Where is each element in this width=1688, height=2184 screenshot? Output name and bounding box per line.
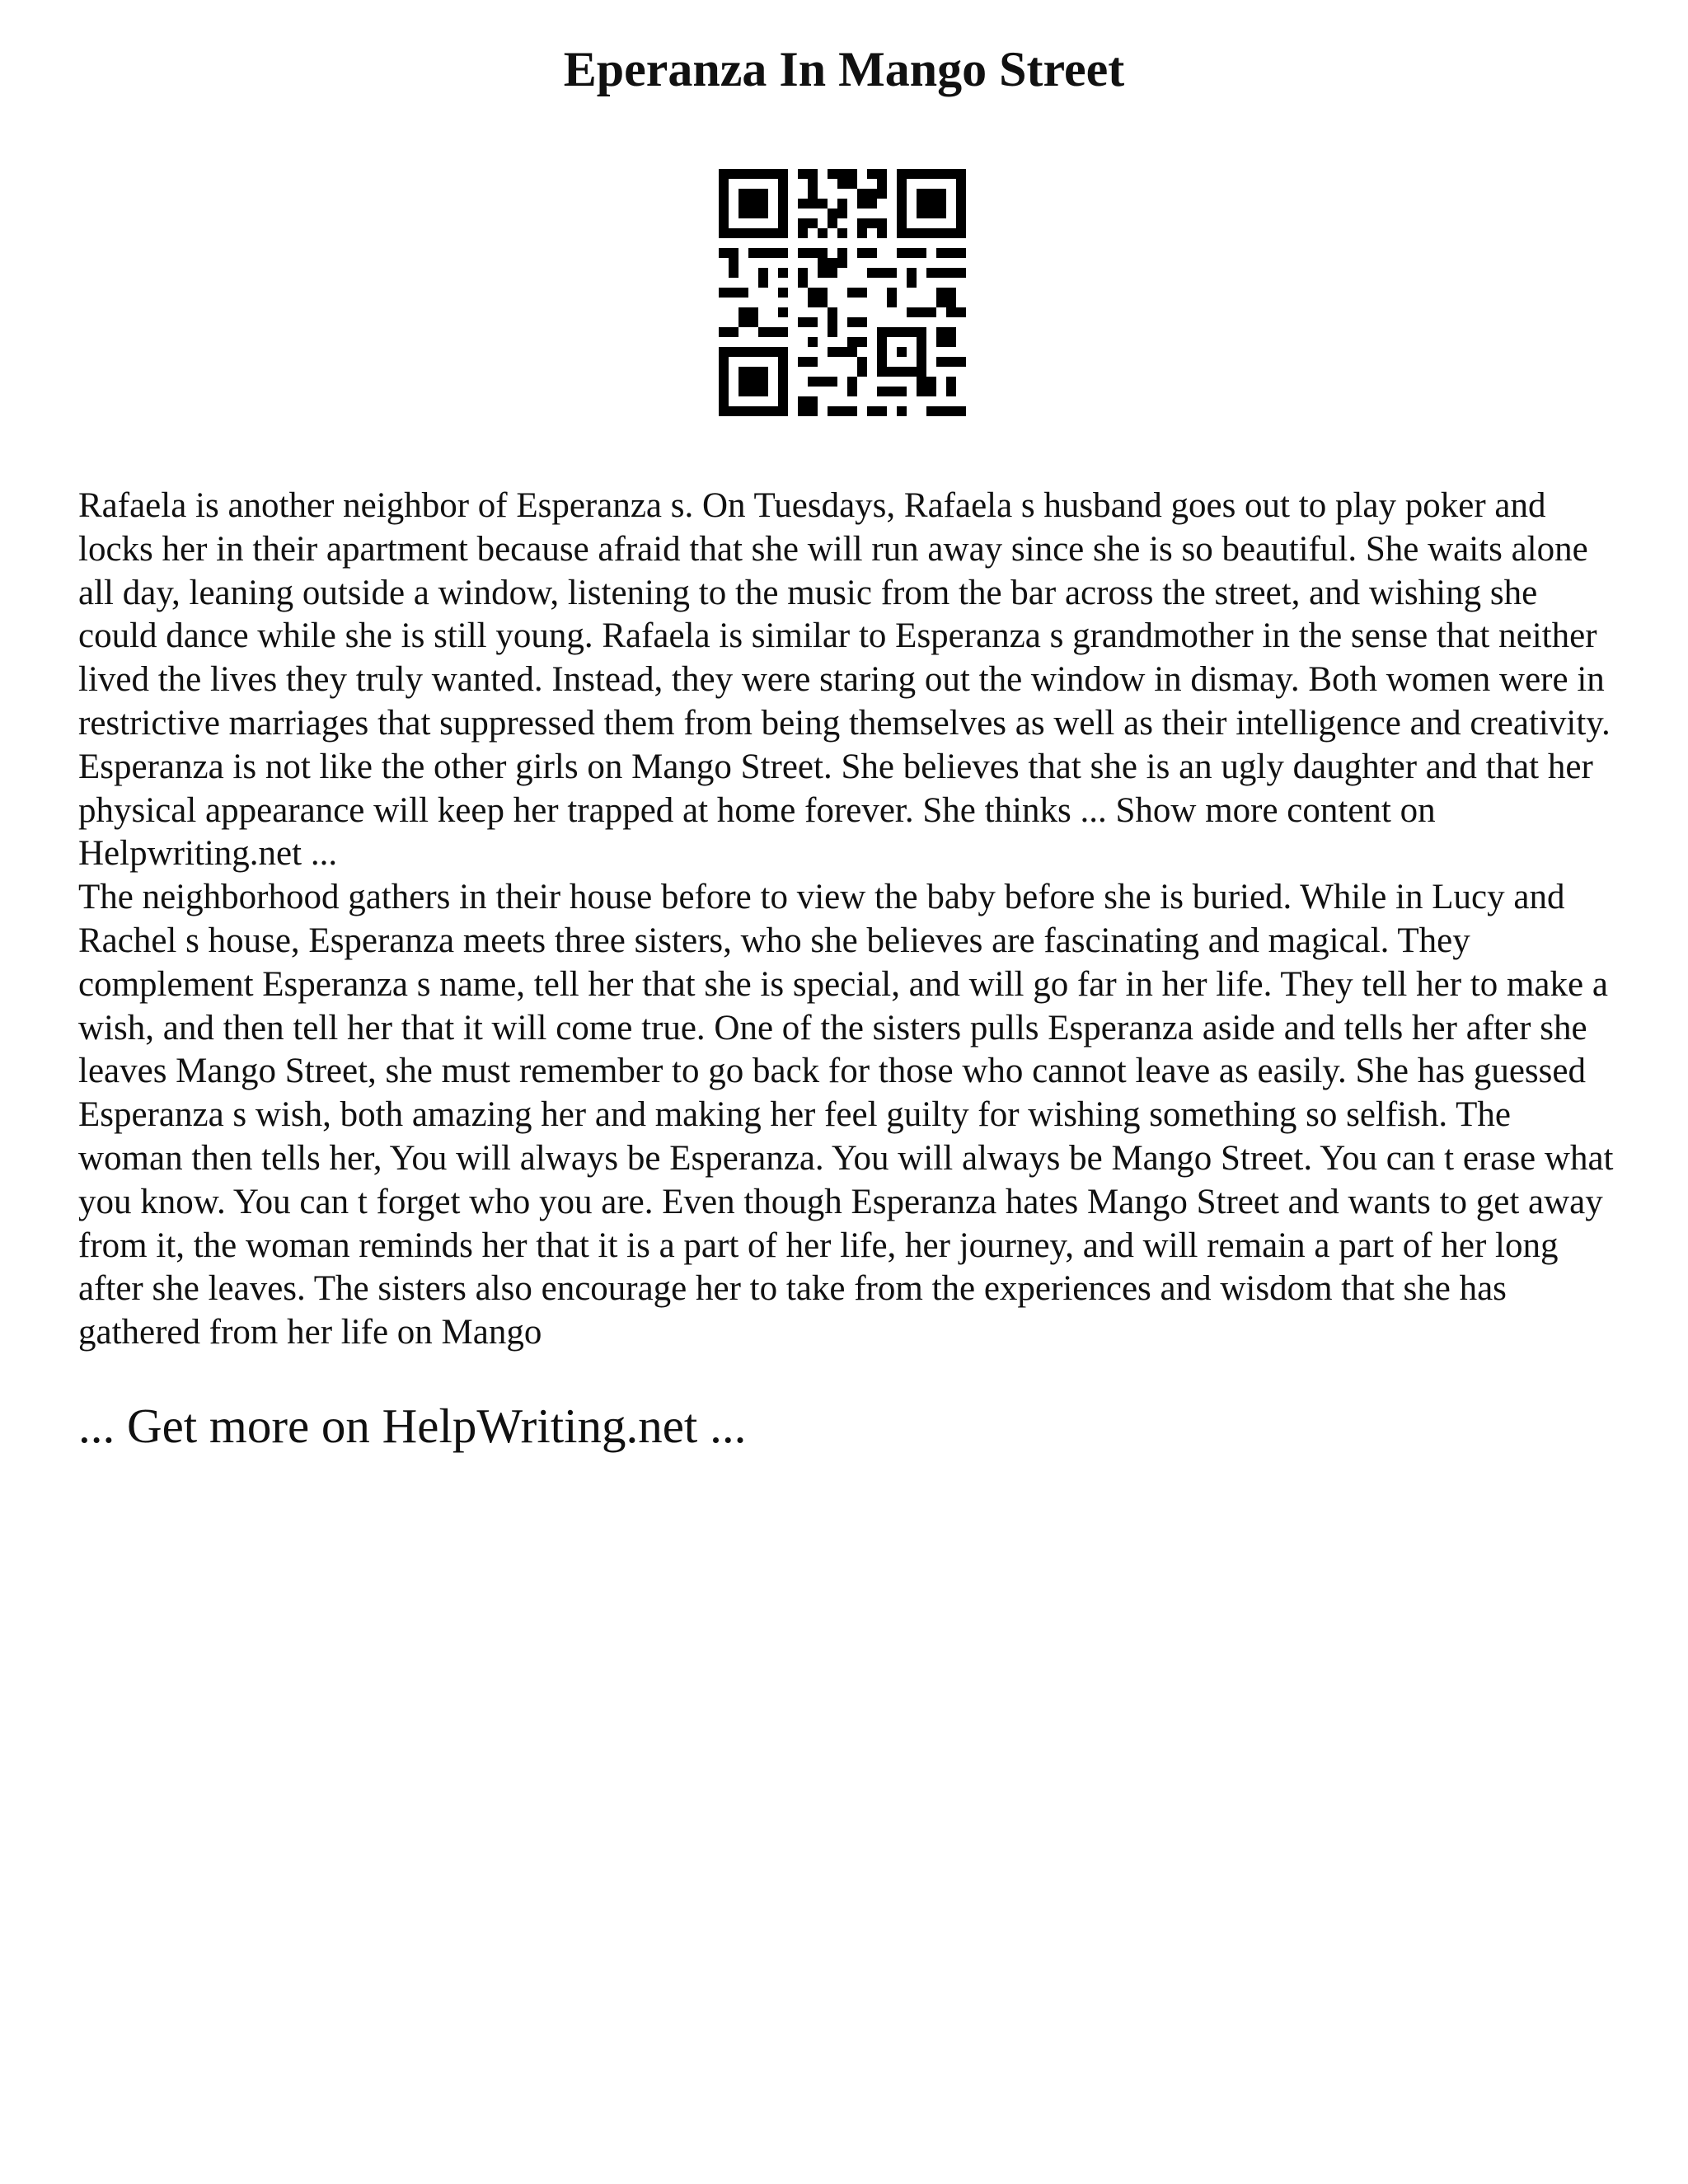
paragraph: The neighborhood gathers in their house before to view the baby before she is buried. While in Lucy and Rachel s house, Esperanza meets three sisters, who she believes are fascinating and magical. They complement Esperanza s name, tell her that she is special, and will go far in her life. They tell her to make a wish, and then tell her that it will come true. One of the sisters pulls Esperanza aside and tells her after she leaves Mango Street, she must remember to go back for those who cannot leave as easily. She has guessed Esperanza s wish, both amazing her and making her feel guilty for wishing something so selfish. The woman then tells her, You will always be Esperanza. You will always be Mango Street. You can t erase what you know. You can t forget who you are. Even though Esperanza hates Mango Street and wants to get away from it, the woman reminds her that it is a part of her life, her journey, and will remain a part of her long after she leaves. The sisters also encourage her to take from the experiences and wisdom that she has gathered from her life on Mango	[78, 878, 1614, 1352]
paragraph: Rafaela is another neighbor of Esperanza s. On Tuesdays, Rafaela s husband goes out to play poker and locks her in their apartment because afraid that she will run away since she is so beautiful. She waits alone all day, leaning outside a window, listening to the music from the bar across the street, and wishing she could dance while she is still young. Rafaela is similar to Esperanza s grandmother in the sense that neither lived the lives they truly wanted. Instead, they were staring out the window in dismay. Both women were in restrictive marriages that suppressed them from being themselves as well as their intelligence and creativity. Esperanza is not like the other girls on Mango Street. She believes that she is an ugly daughter and that her physical appearance will keep her trapped at home forever. She thinks ... Show more content on Helpwriting.net ...	[78, 486, 1611, 874]
get-more-link[interactable]: ... Get more on HelpWriting.net ...	[78, 1399, 747, 1453]
qr-code-icon	[719, 169, 966, 416]
body-text	[78, 485, 1620, 1355]
document-title: Eperanza In Mango Street	[563, 42, 1125, 96]
